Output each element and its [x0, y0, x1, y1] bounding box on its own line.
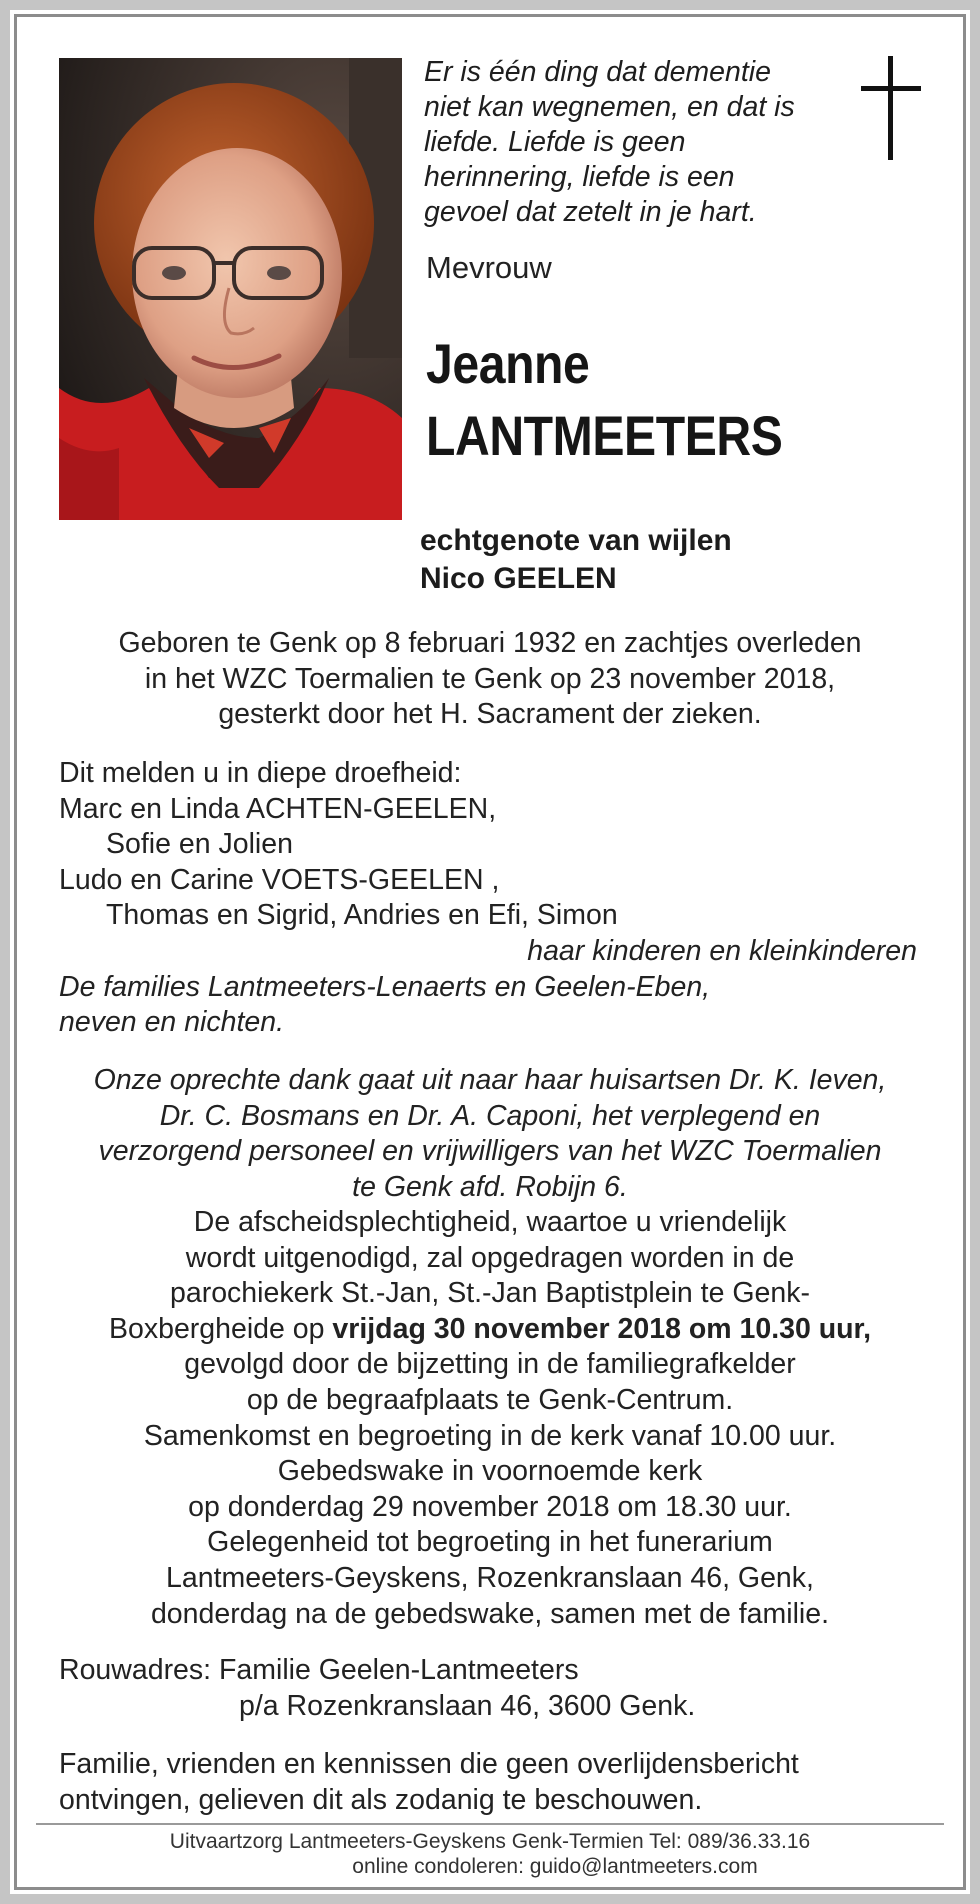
- family-intro: Dit melden u in diepe droefheid:: [59, 757, 462, 789]
- quote-line: Er is één ding dat dementie: [424, 56, 771, 88]
- text-line: Geboren te Genk op 8 februari 1932 en zachtjes overleden: [118, 627, 862, 659]
- family-line: Ludo en Carine VOETS-GEELEN ,: [59, 863, 500, 896]
- address-line: Rouwadres: Familie Geelen-Lantmeeters: [59, 1654, 579, 1686]
- text-line: De afscheidsplechtigheid, waartoe u vriendelijk: [193, 1206, 787, 1238]
- extended-family-line: De families Lantmeeters-Lenaerts en Geelen-Eben,: [59, 970, 711, 1003]
- text-line: gevolgd door de bijzetting in de familiegrafkelder: [184, 1348, 796, 1381]
- address-block: [59, 1653, 939, 1724]
- text-line: in het WZC Toermalien te Genk op 23 november 2018,: [144, 662, 836, 695]
- quote-line: gevoel dat zetelt in je hart.: [424, 196, 757, 228]
- honorific: Mevrouw: [426, 250, 552, 285]
- quote: [424, 55, 844, 230]
- text-line: Dr. C. Bosmans en Dr. A. Caponi, het verplegend en: [159, 1099, 821, 1132]
- portrait-photo: [59, 58, 402, 520]
- footer-condolence: online condoleren: guido@lantmeeters.com: [352, 1855, 758, 1878]
- text-line: Familie, vrienden en kennissen die geen overlijdensbericht: [59, 1748, 799, 1780]
- family-line: Sofie en Jolien: [106, 828, 293, 861]
- extended-family-line: neven en nichten.: [59, 1006, 285, 1039]
- date-prefix: Boxbergheide op: [108, 1312, 333, 1345]
- cross-icon: [861, 56, 921, 160]
- family-block: [59, 756, 939, 1041]
- last-name: LANTMEETERS: [426, 404, 783, 467]
- text-line: Onze oprechte dank gaat uit naar haar huisartsen Dr. K. Ieven,: [93, 1064, 887, 1096]
- text-line: gesterkt door het H. Sacrament der zieken.: [218, 698, 762, 731]
- ceremony-text: [40, 1205, 940, 1632]
- family-relation: haar kinderen en kleinkinderen: [527, 934, 917, 967]
- footer-divider: [36, 1823, 944, 1825]
- family-line: Thomas en Sigrid, Andries en Efi, Simon: [106, 899, 618, 932]
- spouse-info: [420, 522, 732, 598]
- footer: [36, 1829, 944, 1879]
- footer-contact: Uitvaartzorg Lantmeeters-Geyskens Genk-Termien Tel: 089/36.33.16: [169, 1830, 811, 1853]
- ceremony-date: vrijdag 30 november 2018 om 10.30 uur,: [332, 1312, 871, 1345]
- text-line: te Genk afd. Robijn 6.: [352, 1170, 628, 1203]
- ceremony-date-line: [40, 1312, 940, 1348]
- text-line: Lantmeeters-Geyskens, Rozenkranslaan 46, Genk,: [166, 1561, 814, 1594]
- closing-text: [59, 1747, 939, 1818]
- text-line: op de begraafplaats te Genk-Centrum.: [246, 1383, 734, 1416]
- family-line: Marc en Linda ACHTEN-GEELEN,: [59, 792, 497, 825]
- first-name: Jeanne: [426, 332, 590, 395]
- thanks-text: [40, 1063, 940, 1205]
- quote-line: herinnering, liefde is een: [424, 161, 735, 193]
- text-line: wordt uitgenodigd, zal opgedragen worden in de: [185, 1241, 795, 1274]
- quote-line: niet kan wegnemen, en dat is: [424, 91, 795, 123]
- text-line: verzorgend personeel en vrijwilligers van het WZC Toermalien: [98, 1135, 882, 1168]
- text-line: Samenkomst en begroeting in de kerk vanaf 10.00 uur.: [143, 1419, 837, 1452]
- text-line: parochiekerk St.-Jan, St.-Jan Baptistplein te Genk-: [170, 1277, 810, 1310]
- spouse-line: echtgenote van wijlen: [420, 524, 732, 557]
- text-line: ontvingen, gelieven dit als zodanig te beschouwen.: [59, 1783, 703, 1816]
- text-line: donderdag na de gebedswake, samen met de familie.: [150, 1597, 830, 1630]
- text-line: Gebedswake in voornoemde kerk: [277, 1455, 703, 1488]
- text-line: Gelegenheid tot begroeting in het funerarium: [207, 1526, 773, 1559]
- address-line: p/a Rozenkranslaan 46, 3600 Genk.: [239, 1689, 696, 1722]
- birth-death-text: [40, 626, 940, 733]
- spouse-name: Nico GEELEN: [420, 562, 617, 595]
- quote-line: liefde. Liefde is geen: [424, 126, 686, 158]
- text-line: op donderdag 29 november 2018 om 18.30 uur.: [188, 1490, 792, 1523]
